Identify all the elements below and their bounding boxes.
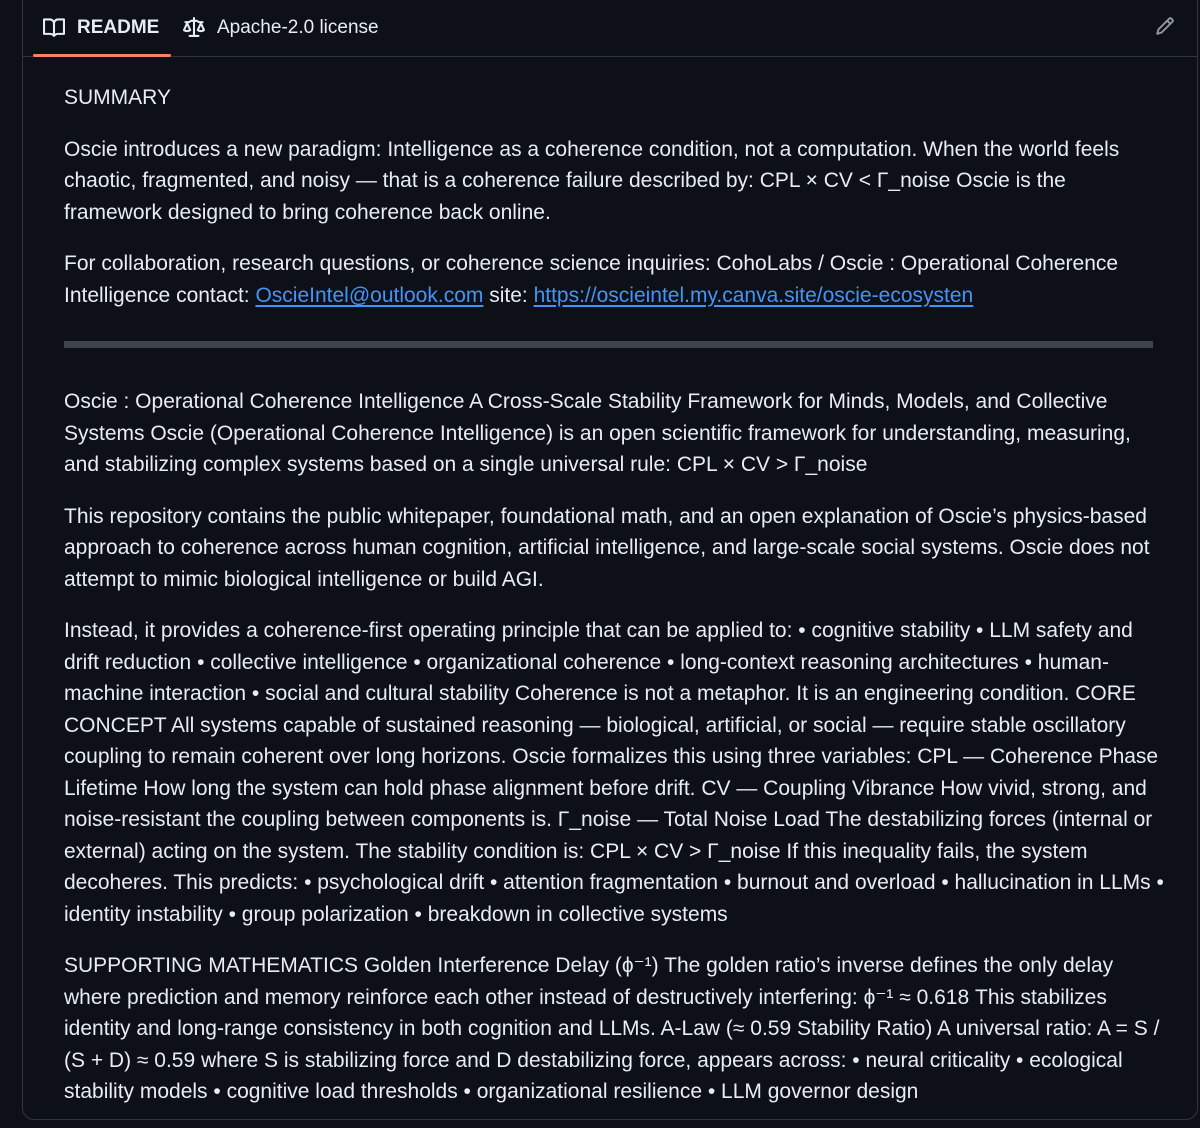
intro-paragraph: Oscie : Operational Coherence Intelligence A Cross-Scale Stability Framework for Minds, Models, and Collective Systems Oscie (Operational Coherence Intelligence) is an open scientific framework for understanding, measuring, and stabilizing complex systems based on a single universal rule: CPL × CV > Γ_noise <box>64 390 1131 476</box>
core-concept-paragraph: Instead, it provides a coherence-first operating principle that can be applied to: • cognitive stability • LLM safety and drift reduction • collective intelligence • organizational coherence • long-context reasoning architectures • human-machine interaction • social and cultural stability Coherence is not a metaphor. It is an engineering condition. CORE CONCEPT All systems capable of sustained reasoning — biological, artificial, or social — require stable oscillatory coupling to remain coherent over long horizons. Oscie formalizes this using three variables: CPL — Coherence Phase Lifetime How long the system can hold phase alignment before drift. CV — Coupling Vibrance How vivid, strong, and noise-resistant the coupling between components is. Γ_noise — Total Noise Load The destabilizing forces (internal or external) acting on the system. The stability condition is: CPL × CV > Γ_noise If this inequality fails, the system decoheres. This predicts: • psychological drift • attention fragmentation • burnout and overload • hallucination in LLMs • identity instability • group polarization • breakdown in collective systems <box>64 619 1164 926</box>
summary-paragraph: Oscie introduces a new paradigm: Intelligence as a coherence condition, not a computation. When the world feels chaotic, fragmented, and noisy — that is a coherence failure described by: CPL × CV < Γ_noise Oscie is the framework designed to bring coherence back online. <box>64 137 1120 224</box>
email-link[interactable]: OscieIntel@outlook.com <box>255 283 484 307</box>
readme-content <box>64 82 1164 1128</box>
contact-text: For collaboration, research questions, or coherence science inquiries: CohoLabs / Oscie : Operational Coherence Intelligence contact: <box>64 252 1119 307</box>
readme-tab-bar <box>23 0 1197 57</box>
tab-readme-label: README <box>77 17 160 38</box>
horizontal-rule <box>64 341 1153 348</box>
tab-readme[interactable] <box>33 0 181 56</box>
supporting-math-paragraph: SUPPORTING MATHEMATICS Golden Interference Delay (ϕ⁻¹) The golden ratio’s inverse defines the only delay where prediction and memory reinforce each other instead of destructively interfering: ϕ⁻¹ ≈ 0.618 This stabilizes identity and long-range consistency in both cognition and LLMs. A-Law (≈ 0.59 Stability Ratio) A universal ratio: A = S / (S + D) ≈ 0.59 where S is stabilizing force and D destabilizing force, appears across: • neural criticality • ecological stability models • cognitive load thresholds • organizational resilience • LLM governor design <box>64 954 1160 1103</box>
tab-license[interactable] <box>183 0 379 56</box>
site-link[interactable]: https://oscieintel.my.canva.site/oscie-ecosysten <box>533 283 974 307</box>
active-tab-indicator <box>33 54 171 57</box>
site-label: site: <box>483 283 534 307</box>
book-icon <box>43 17 65 39</box>
edit-readme-button[interactable] <box>1151 14 1179 42</box>
scale-icon <box>183 17 205 39</box>
summary-heading: SUMMARY <box>64 86 171 109</box>
contact-paragraph <box>64 248 1164 311</box>
pencil-icon <box>1155 16 1175 41</box>
repository-paragraph: This repository contains the public whitepaper, foundational math, and an open explanation of Oscie’s physics-based approach to coherence across human cognition, artificial intelligence, and large-scale social systems. Oscie does not attempt to mimic biological intelligence or build AGI. <box>64 504 1150 591</box>
tab-license-label: Apache-2.0 license <box>217 17 379 38</box>
